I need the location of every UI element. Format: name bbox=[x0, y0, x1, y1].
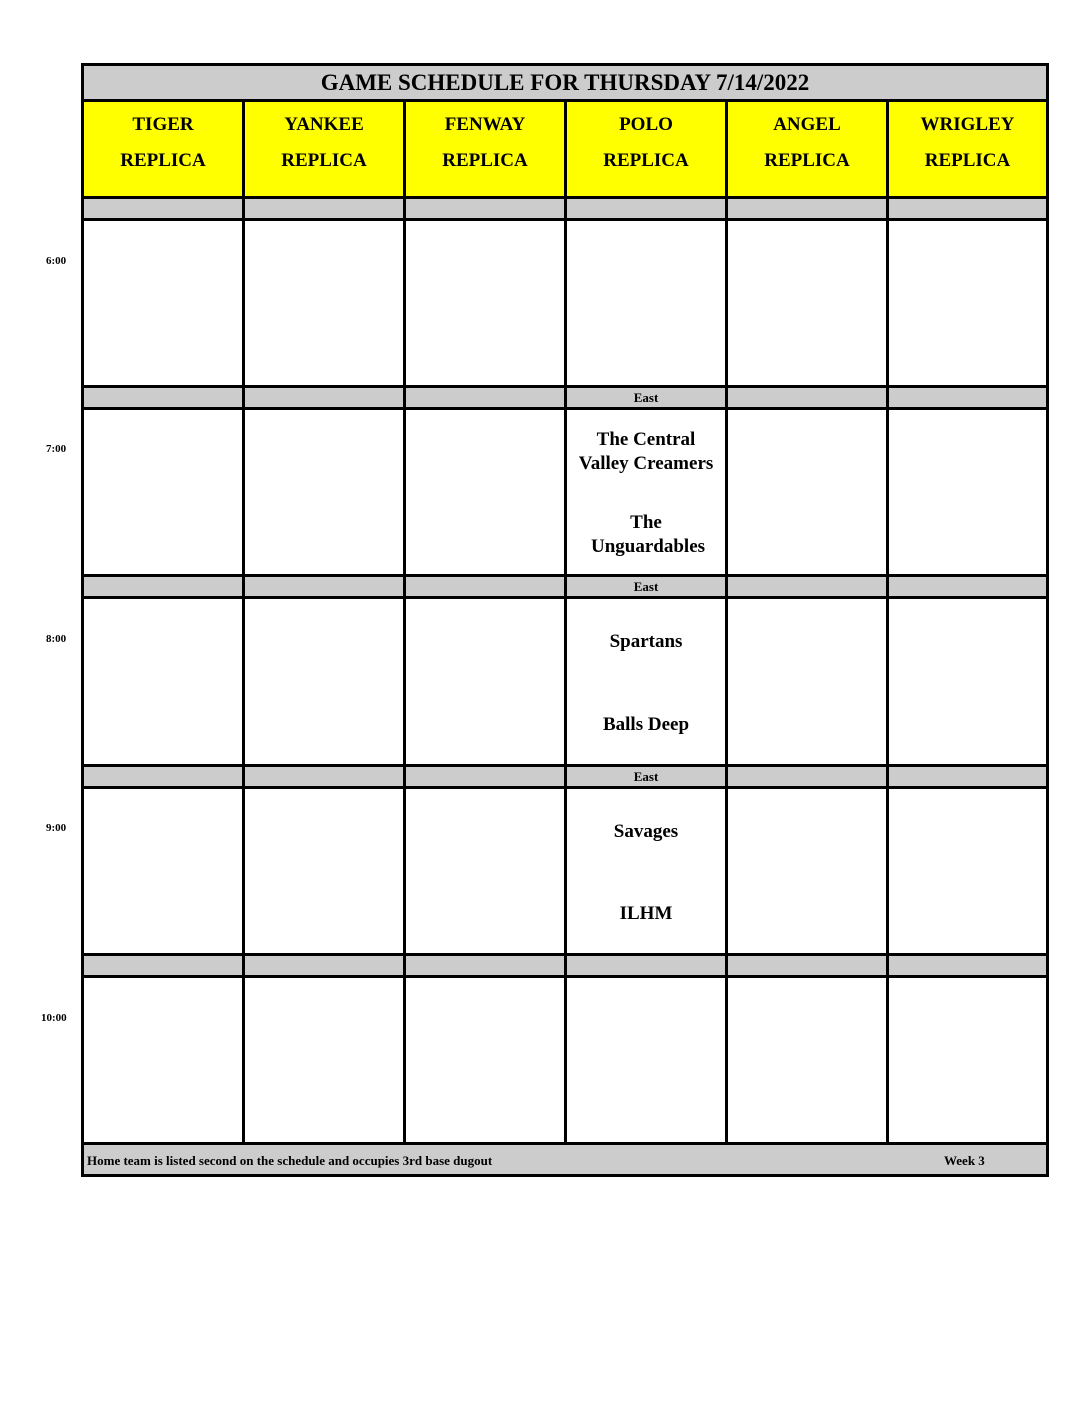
field-header-polo bbox=[567, 102, 725, 197]
grid-line bbox=[242, 102, 245, 1145]
schedule-grid bbox=[81, 63, 1049, 1177]
time-label-8: 8:00 bbox=[46, 633, 67, 645]
field-header-wrigley bbox=[889, 102, 1046, 197]
game-cell-9-polo bbox=[567, 789, 725, 951]
grid-line bbox=[725, 102, 728, 1145]
schedule-title: GAME SCHEDULE FOR THURSDAY 7/14/2022 bbox=[84, 66, 1046, 102]
field-header-angel bbox=[728, 102, 886, 197]
division-label: East bbox=[633, 390, 659, 405]
away-team: Spartans bbox=[609, 631, 683, 652]
division-label: East bbox=[633, 769, 659, 784]
field-header-yankee bbox=[245, 102, 403, 197]
schedule-footer bbox=[84, 1145, 1046, 1174]
field-sub: REPLICA bbox=[603, 150, 689, 171]
home-team-note: Home team is listed second on the schedule and occupies 3rd base dugout bbox=[87, 1153, 493, 1168]
away-team: The Central Valley Creamers bbox=[578, 429, 714, 474]
time-label-9: 9:00 bbox=[46, 822, 67, 834]
field-name: TIGER bbox=[132, 114, 194, 135]
home-team: ILHM bbox=[619, 903, 673, 924]
field-name: FENWAY bbox=[444, 114, 526, 135]
field-sub: REPLICA bbox=[764, 150, 850, 171]
game-cell-8-polo bbox=[567, 599, 725, 761]
away-team: Savages bbox=[613, 821, 679, 842]
week-label: Week 3 bbox=[944, 1153, 985, 1168]
time-label-6: 6:00 bbox=[46, 255, 67, 267]
field-name: POLO bbox=[619, 114, 673, 135]
home-team: Balls Deep bbox=[602, 714, 690, 735]
field-sub: REPLICA bbox=[120, 150, 206, 171]
field-name: ANGEL bbox=[773, 114, 841, 135]
field-name: YANKEE bbox=[284, 114, 364, 135]
grid-line bbox=[564, 102, 567, 1145]
field-sub: REPLICA bbox=[924, 150, 1011, 171]
grid-line bbox=[886, 102, 889, 1145]
grid-line bbox=[403, 102, 406, 1145]
home-team: The Unguardables bbox=[591, 512, 706, 557]
field-sub: REPLICA bbox=[281, 150, 367, 171]
game-cell-7-polo bbox=[567, 410, 725, 572]
time-label-7: 7:00 bbox=[46, 443, 67, 455]
field-header-fenway bbox=[406, 102, 564, 197]
field-sub: REPLICA bbox=[442, 150, 528, 171]
field-header-tiger bbox=[84, 102, 242, 197]
division-label: East bbox=[633, 579, 659, 594]
field-name: WRIGLEY bbox=[920, 114, 1015, 135]
time-label-10: 10:00 bbox=[41, 1012, 67, 1024]
